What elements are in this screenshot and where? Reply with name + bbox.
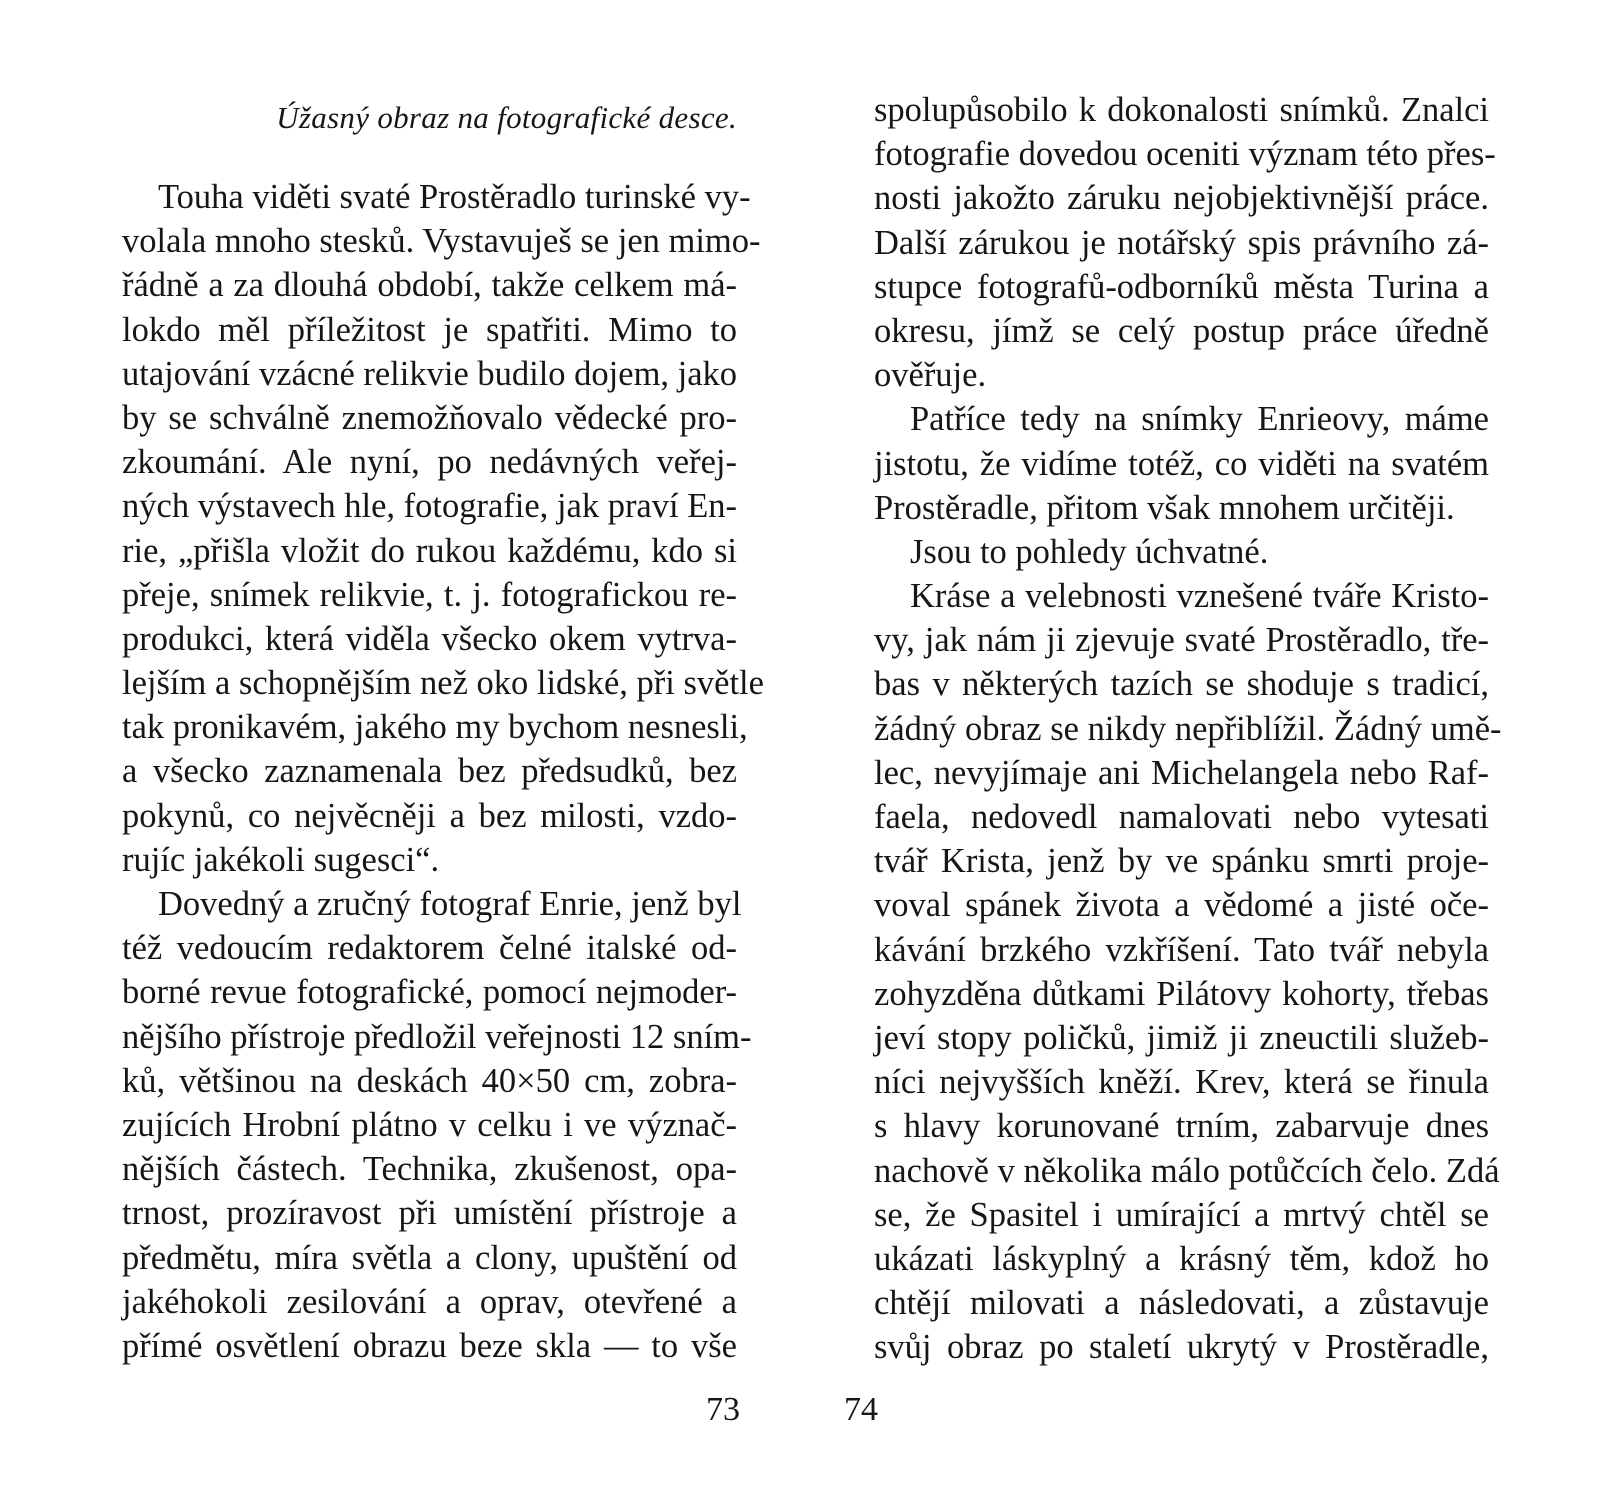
text-line: Jsou to pohledy úchvatné.	[910, 532, 1269, 571]
text-line: zujících Hrobní plátno v celku i ve význač-	[122, 1105, 737, 1144]
text-line: Patříce tedy na snímky Enrieovy, máme	[910, 400, 1489, 439]
text-line: nějších částech. Technika, zkušenost, opa-	[122, 1150, 737, 1189]
text-line: ků, většinou na deskách 40×50 cm, zobra-	[122, 1061, 737, 1100]
text-line: s hlavy korunované trním, zabarvuje dnes	[874, 1107, 1489, 1146]
text-line: svůj obraz po staletí ukrytý v Prostěradle,	[874, 1328, 1489, 1367]
right-page	[809, 0, 1618, 1500]
text-line: rujíc jakékoli sugesci“.	[122, 840, 440, 879]
text-line: Prostěradle, přitom však mnohem určitěji.	[874, 488, 1455, 527]
text-line: a všecko zaznamenala bez předsudků, bez	[122, 752, 737, 791]
text-line: přímé osvětlení obrazu beze skla — to vše	[122, 1326, 737, 1365]
text-line: lec, nevyjímaje ani Michelangela nebo Raf-	[874, 753, 1489, 792]
text-line: kávání brzkého vzkříšení. Tato tvář nebyla	[874, 930, 1489, 969]
text-line: borné revue fotografické, pomocí nejmoder-	[122, 973, 737, 1012]
text-line: ukázati láskyplný a krásný těm, kdož ho	[874, 1239, 1489, 1278]
text-line: trnost, prozíravost při umístění přístroje a	[122, 1194, 737, 1233]
text-line: ných výstavech hle, fotografie, jak praví En-	[122, 487, 738, 526]
text-line: Další zárukou je notářský spis právního zá-	[874, 223, 1489, 262]
text-line: řádně a za dlouhá období, takže celkem má-	[122, 266, 737, 305]
page-number-left: 73	[706, 1391, 740, 1428]
page-number-right: 74	[844, 1391, 878, 1428]
text-line: nějšího přístroje předložil veřejnosti 12 sním-	[122, 1017, 752, 1056]
text-line: spolupůsobilo k dokonalosti snímků. Znalci	[874, 91, 1489, 129]
text-line: ověřuje.	[874, 356, 987, 395]
text-line: předmětu, míra světla a clony, upuštění od	[122, 1238, 737, 1277]
text-line: okresu, jímž se celý postup práce úředně	[874, 311, 1489, 350]
text-line: tak pronikavém, jakého my bychom nesnesli,	[122, 708, 748, 747]
text-line: jeví stopy poličků, jimiž ji zneuctili služeb-	[874, 1018, 1489, 1057]
text-line: Kráse a velebnosti vznešené tváře Kristo-	[910, 577, 1489, 616]
text-line: lejším a schopnějším než oko lidské, při světle	[122, 664, 764, 703]
text-line: tvář Krista, jenž by ve spánku smrti proje-	[874, 842, 1489, 881]
text-line: faela, nedovedl namalovati nebo vytesati	[874, 798, 1489, 836]
text-line: utajování vzácné relikvie budilo dojem, jako	[122, 354, 738, 393]
text-line: bas v některých tazích se shoduje s tradicí,	[874, 665, 1489, 704]
text-line: rie, „přišla vložit do rukou každému, kdo si	[122, 531, 737, 570]
text-line: též vedoucím redaktorem čelné italské od-	[122, 929, 737, 968]
text-line: žádný obraz se nikdy nepřiblížil. Žádný umě-	[874, 709, 1502, 748]
text-line: produkci, která viděla všecko okem vytrva-	[122, 619, 737, 658]
left-text-column	[122, 175, 764, 1368]
text-line: Dovedný a zručný fotograf Enrie, jenž byl	[158, 885, 742, 923]
text-line: lokdo měl příležitost je spatřiti. Mimo to	[122, 310, 737, 349]
text-line: chtějí milovati a následovati, a zůstavuje	[874, 1284, 1489, 1323]
text-line: se, že Spasitel i umírající a mrtvý chtěl se	[874, 1195, 1489, 1234]
text-line: voval spánek života a vědomé a jisté oče-	[874, 886, 1489, 925]
text-line: níci nejvyšších kněží. Krev, která se řinula	[874, 1063, 1489, 1102]
text-line: volala mnoho stesků. Vystavuješ se jen mimo-	[122, 222, 761, 261]
text-line: zohyzděna důtkami Pilátovy kohorty, třebas	[874, 974, 1489, 1013]
text-line: přeje, snímek relikvie, t. j. fotografickou re-	[122, 575, 737, 614]
text-line: jakéhokoli zesilování a oprav, otevřené a	[122, 1282, 737, 1321]
text-line: by se schválně znemožňovalo vědecké pro-	[122, 398, 737, 437]
text-line: nosti jakožto záruku nejobjektivnější práce.	[874, 179, 1489, 218]
running-head: Úžasný obraz na fotografické desce.	[276, 100, 737, 135]
text-line: Touha viděti svaté Prostěradlo turinské vy-	[158, 178, 751, 216]
text-line: nachově v několika málo potůčcích čelo. Zdá	[874, 1151, 1500, 1190]
text-line: fotografie dovedou oceniti význam této přes-	[874, 135, 1496, 174]
text-line: pokynů, co nejvěcněji a bez milosti, vzdo-	[122, 796, 737, 835]
text-line: vy, jak nám ji zjevuje svaté Prostěradlo, tře-	[874, 621, 1489, 660]
text-line: jistotu, že vidíme totéž, co viděti na svatém	[874, 444, 1489, 483]
text-line: stupce fotografů-odborníků města Turina a	[874, 267, 1489, 306]
text-line: zkoumání. Ale nyní, po nedávných veřej-	[122, 443, 737, 482]
right-text-column	[874, 88, 1502, 1369]
